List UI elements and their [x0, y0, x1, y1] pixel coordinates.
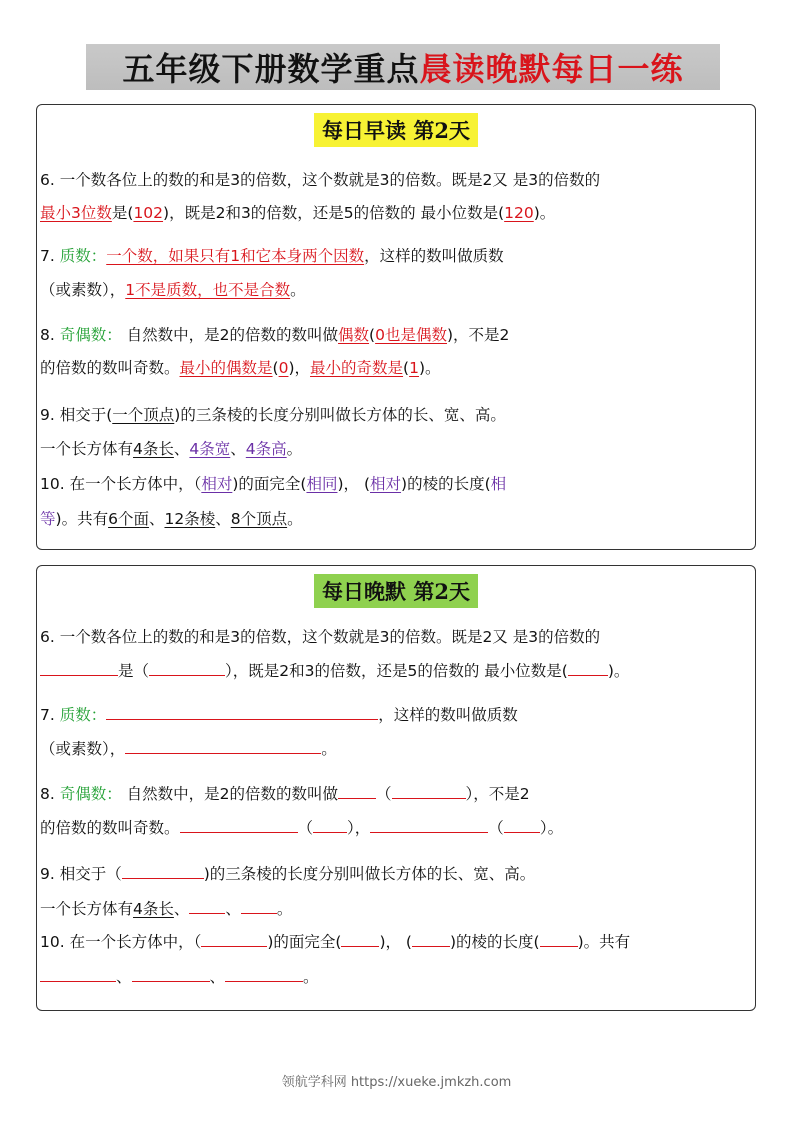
e-q7-line1: 7. 质数： ，这样的数叫做质数: [40, 706, 518, 724]
evening-title: 每日晚默 第2天: [37, 574, 755, 608]
footer-watermark: 领航学科网 https://xueke.jmkzh.com: [281, 1075, 512, 1090]
blank[interactable]: [412, 931, 450, 947]
m-q10-line1: 10. 在一个长方体中，（相对)的面完全(相同)， (相对)的棱的长度(相: [40, 475, 507, 493]
e-q10-line2: 、 、 。: [40, 966, 319, 988]
m-q9-line1: 9. 相交于(一个顶点)的三条棱的长度分别叫做长方体的长、宽、高。: [40, 406, 506, 424]
e-q7-line2: （或素数）， 。: [40, 740, 337, 758]
m-q9-line2: 一个长方体有4条长、4条宽、4条高。: [40, 440, 303, 458]
m-q7-line1: 7. 质数：一个数，如果只有1和它本身两个因数，这样的数叫做质数: [40, 247, 504, 265]
e-q8-line1: 8. 奇偶数： 自然数中，是2的倍数的数叫做 （ ），不是2: [40, 785, 530, 803]
evening-dictation-panel: [36, 565, 756, 1011]
e-q6-line2: 是（ ），既是2和3的倍数，还是5的倍数的 最小位数是( )。: [40, 660, 629, 682]
morning-title: 每日早读 第2天: [37, 113, 755, 147]
blank[interactable]: [241, 898, 277, 914]
blank[interactable]: [201, 931, 267, 947]
blank[interactable]: [106, 704, 378, 720]
blank[interactable]: [40, 660, 118, 676]
page-title: [86, 44, 720, 90]
blank[interactable]: [568, 660, 608, 676]
title-black: 五年级下册数学重点: [122, 50, 420, 88]
blank[interactable]: [189, 898, 225, 914]
blank[interactable]: [122, 863, 204, 879]
m-q10-line2: 等)。共有6个面、12条棱、8个顶点。: [40, 510, 303, 528]
blank[interactable]: [392, 783, 466, 799]
blank[interactable]: [338, 783, 376, 799]
blank[interactable]: [125, 738, 321, 754]
blank[interactable]: [313, 817, 347, 833]
title-red: 晨读晚默每日一练: [419, 50, 684, 88]
e-q8-line2: 的倍数的数叫奇数。 （ ）， （ ）。: [40, 819, 564, 837]
blank[interactable]: [504, 817, 540, 833]
blank[interactable]: [540, 931, 578, 947]
e-q9-line2: 一个长方体有4条长、 、 。: [40, 900, 293, 918]
e-q10-line1: 10. 在一个长方体中，（ )的面完全( )， ( )的棱的长度( )。共有: [40, 933, 631, 951]
blank[interactable]: [225, 966, 303, 982]
m-q8-line2: 的倍数的数叫奇数。最小的偶数是(0)，最小的奇数是(1)。: [40, 359, 441, 377]
blank[interactable]: [341, 931, 379, 947]
blank[interactable]: [370, 817, 488, 833]
e-q9-line1: 9. 相交于（ )的三条棱的长度分别叫做长方体的长、宽、高。: [40, 865, 536, 883]
blank[interactable]: [149, 660, 225, 676]
blank[interactable]: [40, 966, 116, 982]
blank[interactable]: [180, 817, 298, 833]
blank[interactable]: [132, 966, 210, 982]
m-q7-line2: （或素数），1不是质数，也不是合数。: [40, 281, 306, 299]
m-q6-line1: 6. 一个数各位上的数的和是3的倍数，这个数就是3的倍数。既是2又 是3的倍数的: [40, 171, 601, 189]
e-q6-line1: 6. 一个数各位上的数的和是3的倍数，这个数就是3的倍数。既是2又 是3的倍数的: [40, 628, 601, 646]
morning-reading-panel: [36, 104, 756, 550]
m-q6-line2: 最小3位数是(102)，既是2和3的倍数，还是5的倍数的 最小位数是(120)。: [40, 204, 556, 222]
m-q8-line1: 8. 奇偶数： 自然数中，是2的倍数的数叫做偶数(0也是偶数)，不是2: [40, 326, 510, 344]
